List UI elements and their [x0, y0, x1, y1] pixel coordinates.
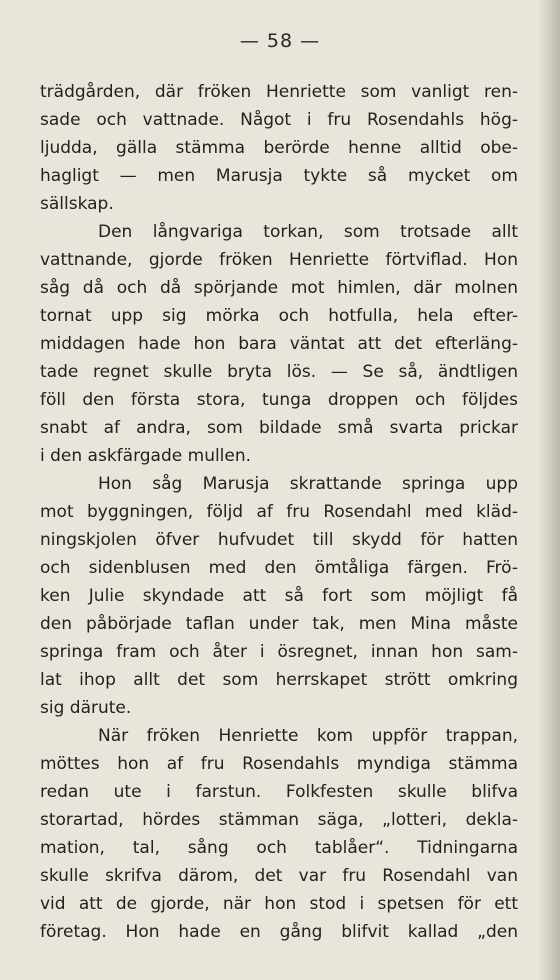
text-line: möttes hon af fru Rosendahls myndiga stämma [40, 754, 518, 774]
text-line: sade och vattnade. Något i fru Rosendahls hög- [40, 110, 518, 130]
text-line: Hon såg Marusja skrattande springa upp [98, 474, 518, 494]
text-line: sällskap. [40, 194, 114, 214]
text-line: den påbörjade taflan under tak, men Mina måste [40, 614, 518, 634]
text-line: skulle skrifva därom, det var fru Rosendahl van [40, 866, 518, 886]
text-line: snabt af andra, som bildade små svarta prickar [40, 418, 518, 438]
text-line: företag. Hon hade en gång blifvit kallad „den [40, 922, 518, 942]
page-number: — 58 — [239, 30, 321, 52]
text-line: såg då och då spörjande mot himlen, där molnen [40, 278, 518, 298]
text-line: tade regnet skulle bryta lös. — Se så, ändtligen [40, 362, 518, 382]
text-line: ningskjolen öfver hufvudet till skydd för hatten [40, 530, 518, 550]
text-line: storartad, hördes stämman säga, „lotteri, dekla- [40, 810, 518, 830]
text-line: springa fram och åter i ösregnet, innan hon sam- [40, 642, 518, 662]
text-line: redan ute i farstun. Folkfesten skulle blifva [40, 782, 518, 802]
text-line: hagligt — men Marusja tykte så mycket om [40, 166, 518, 186]
text-line: vattnande, gjorde fröken Henriette förtviflad. Hon [40, 250, 518, 270]
text-line: middagen hade hon bara väntat att det efterläng- [40, 334, 518, 354]
text-line: ljudda, gälla stämma berörde henne alltid obe- [40, 138, 518, 158]
text-line: ken Julie skyndade att så fort som möjligt få [40, 586, 518, 606]
text-line: lat ihop allt det som herrskapet strött omkring [40, 670, 518, 690]
text-line: När fröken Henriette kom uppför trappan, [98, 726, 518, 746]
page-edge-shadow [538, 0, 560, 980]
text-line: mation, tal, sång och tablåer“. Tidningarna [40, 838, 518, 858]
text-line: Den långvariga torkan, som trotsade allt [98, 222, 518, 242]
text-line: och sidenblusen med den ömtåliga färgen. Frö- [40, 558, 518, 578]
text-line: sig därute. [40, 698, 132, 718]
text-line: mot byggningen, följd af fru Rosendahl med kläd- [40, 502, 518, 522]
text-line: i den askfärgade mullen. [40, 446, 252, 466]
text-line: tornat upp sig mörka och hotfulla, hela efter- [40, 306, 518, 326]
text-line: vid att de gjorde, när hon stod i spetsen för ett [40, 894, 518, 914]
text-line: trädgården, där fröken Henriette som vanligt ren- [40, 82, 518, 102]
body-text [40, 78, 518, 946]
text-line: föll den första stora, tunga droppen och följdes [40, 390, 518, 410]
